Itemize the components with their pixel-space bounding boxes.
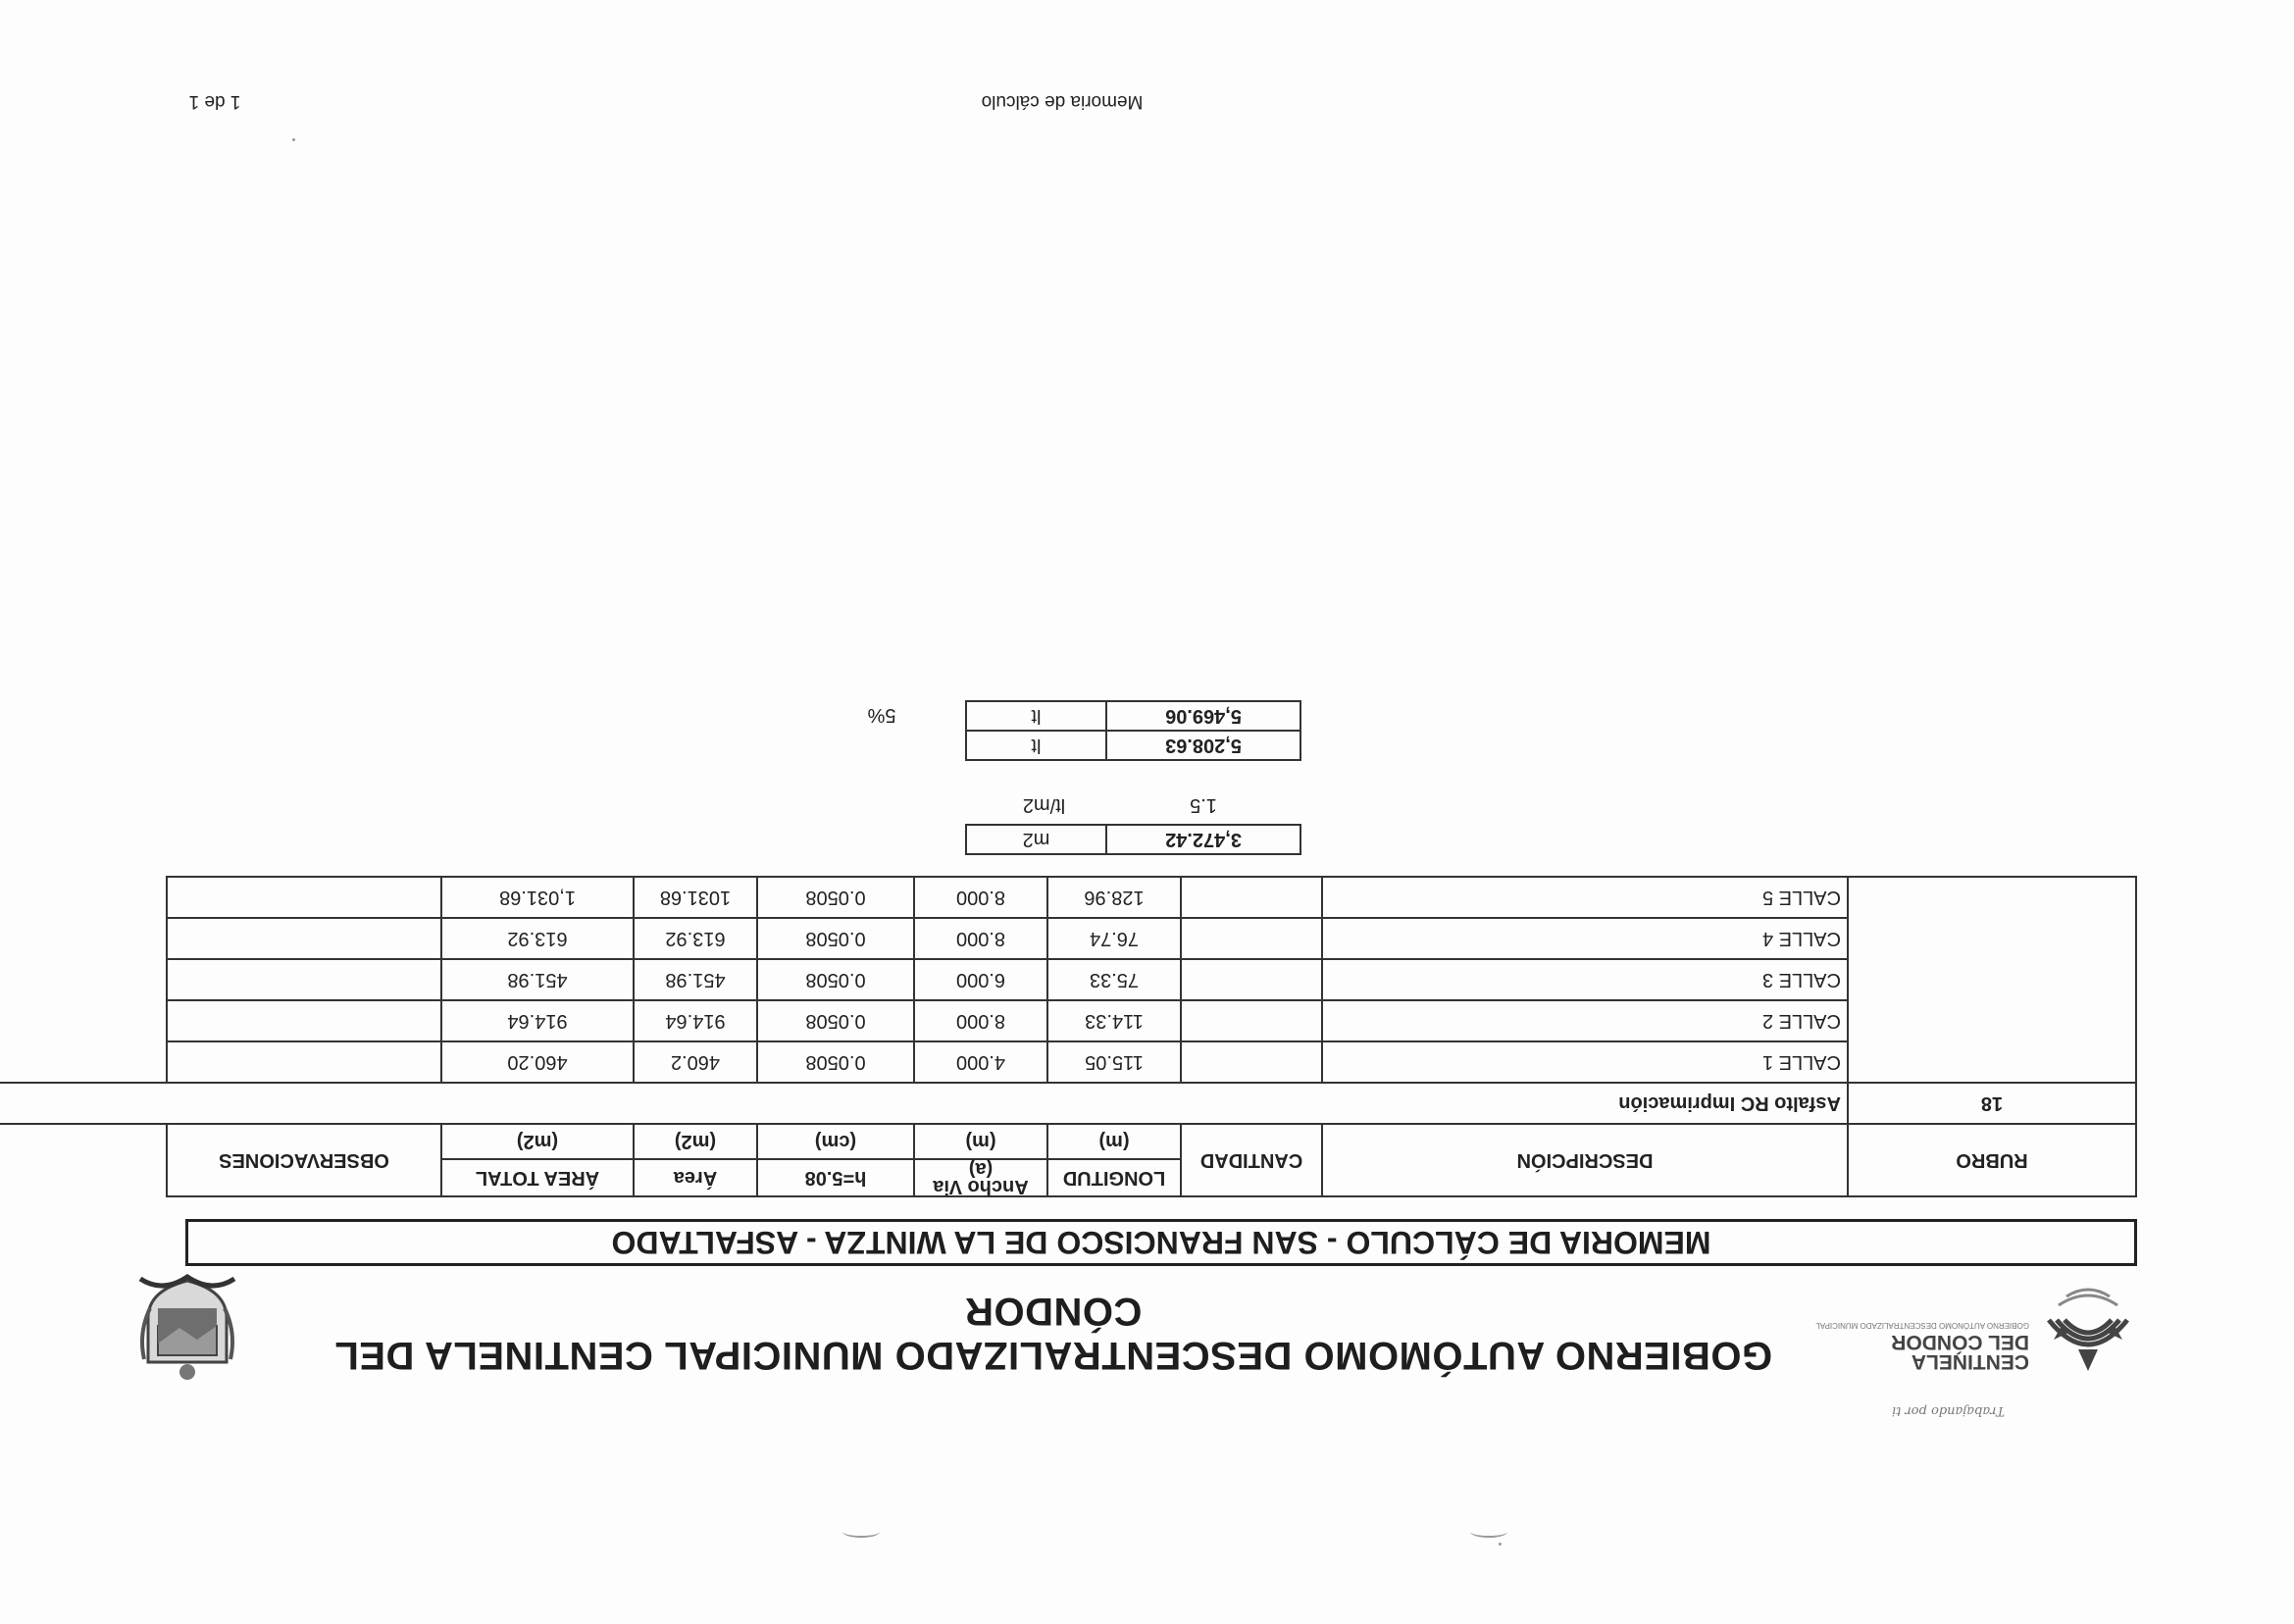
col-observaciones: OBSERVACIONES (167, 1124, 441, 1196)
row-description: CALLE 1 (1322, 1041, 1848, 1083)
table-row (0, 1000, 2136, 1041)
row-description: CALLE 5 (1322, 877, 1848, 918)
brand-line2: DEL CÓNDOR (1891, 1331, 2029, 1353)
unit-longitud: (m) (1047, 1124, 1181, 1159)
row-cantidad (1181, 918, 1322, 959)
row-description: CALLE 3 (1322, 959, 1848, 1000)
memo-title: MEMORIA DE CÁLCULO - SAN FRANCISCO DE LA WINTZA - ASFALTADO (611, 1225, 1711, 1260)
row-ancho: 8.000 (914, 1000, 1047, 1041)
footer-document-name: Memoria de cálculo (981, 91, 1144, 112)
scan-mark (842, 1526, 880, 1538)
rate-value: 1.5 (1190, 794, 1217, 816)
row-cantidad (1181, 959, 1322, 1000)
row-area: 613.92 (634, 918, 757, 959)
row-espesor: 0.0508 (757, 1041, 914, 1083)
col-rubro: RUBRO (1848, 1124, 2136, 1196)
brand-tagline: Trabajando por ti (1891, 1403, 2005, 1418)
row-rubro-cell (1848, 1000, 2136, 1041)
waste-label: 5% (867, 704, 896, 726)
row-ancho: 8.000 (914, 877, 1047, 918)
row-rubro-cell (1848, 877, 2136, 918)
scan-mark (1470, 1526, 1507, 1538)
table-row (0, 959, 2136, 1000)
row-area: 914.64 (634, 1000, 757, 1041)
institution-title: GOBIERNO AUTÓMOMO DESCENTRALIZADO MUNICIPAL CENTINELA DEL CÓNDOR (333, 1290, 1773, 1377)
table-row (0, 877, 2136, 918)
row-longitud: 76.74 (1047, 918, 1181, 959)
row-area-total: 460.20 (441, 1041, 634, 1083)
unit-ancho: (m) (914, 1124, 1047, 1159)
row-observaciones (167, 1041, 441, 1083)
rubro-description: Asfalto RC Imprimación (0, 1083, 1848, 1124)
row-rubro-cell (1848, 1041, 2136, 1083)
row-observaciones (167, 918, 441, 959)
row-rubro-cell (1848, 959, 2136, 1000)
col-longitud: LONGITUD (1047, 1159, 1181, 1196)
table-row (0, 1041, 2136, 1083)
rubro-number: 18 (1848, 1083, 2136, 1124)
scan-dot (292, 138, 295, 141)
row-description: CALLE 4 (1322, 918, 1848, 959)
table-body (0, 877, 2136, 1124)
row-cantidad (1181, 1041, 1322, 1083)
row-area: 1031.68 (634, 877, 757, 918)
brand-subtext: GOBIERNO AUTÓNOMO DESCENTRALIZADO MUNICIPAL (1815, 1321, 2029, 1330)
col-espesor: h=5.08 (757, 1159, 914, 1196)
liters-with-waste-value: 5,469.06 (1106, 701, 1300, 731)
footer-page-number: 1 de 1 (188, 91, 241, 112)
row-area-total: 914.64 (441, 1000, 634, 1041)
rate-unit: lt/m2 (1022, 794, 1066, 816)
row-espesor: 0.0508 (757, 1000, 914, 1041)
brand-block (1813, 1321, 2029, 1418)
unit-area-total: (m2) (441, 1124, 634, 1159)
total-area-box (965, 824, 1301, 855)
memo-title-box (185, 1219, 2137, 1266)
col-cantidad: CANTIDAD (1181, 1124, 1322, 1196)
total-area-unit: m2 (966, 825, 1106, 854)
row-area: 460.2 (634, 1041, 757, 1083)
row-observaciones (167, 1000, 441, 1041)
row-longitud: 115.05 (1047, 1041, 1181, 1083)
row-area: 451.98 (634, 959, 757, 1000)
total-area-value: 3,472.42 (1106, 825, 1300, 854)
rubro-row (0, 1083, 2136, 1124)
row-cantidad (1181, 1000, 1322, 1041)
row-rubro-cell (1848, 918, 2136, 959)
col-ancho-sub: (a) (968, 1158, 994, 1180)
row-area-total: 613.92 (441, 918, 634, 959)
unit-area: (m2) (634, 1124, 757, 1159)
row-ancho: 6.000 (914, 959, 1047, 1000)
row-area-total: 1,031.68 (441, 877, 634, 918)
col-descripcion: DESCRIPCIÓN (1322, 1124, 1848, 1196)
row-longitud: 114.33 (1047, 1000, 1181, 1041)
row-longitud: 128.96 (1047, 877, 1181, 918)
calculation-table (0, 876, 2137, 1197)
col-ancho-label: Ancho Via (933, 1176, 1029, 1197)
liters-value: 5,208.63 (1106, 731, 1300, 760)
row-espesor: 0.0508 (757, 959, 914, 1000)
liters-with-waste-unit: lt (966, 701, 1106, 731)
table-header-row (0, 1159, 2136, 1196)
row-observaciones (167, 959, 441, 1000)
municipal-seal-icon (138, 1271, 236, 1387)
col-ancho (914, 1159, 1047, 1196)
unit-espesor: (cm) (757, 1124, 914, 1159)
row-cantidad (1181, 877, 1322, 918)
liters-box (965, 700, 1301, 761)
centinela-condor-logo-icon (2039, 1281, 2137, 1379)
row-longitud: 75.33 (1047, 959, 1181, 1000)
table-row (0, 918, 2136, 959)
col-area: Área (634, 1159, 757, 1196)
row-area-total: 451.98 (441, 959, 634, 1000)
scan-dot (1499, 1543, 1502, 1546)
row-espesor: 0.0508 (757, 877, 914, 918)
row-description: CALLE 2 (1322, 1000, 1848, 1041)
row-observaciones (167, 877, 441, 918)
liters-unit: lt (966, 731, 1106, 760)
brand-line1: CENTINELA (1911, 1350, 2029, 1373)
row-ancho: 4.000 (914, 1041, 1047, 1083)
col-area-total: ÁREA TOTAL (441, 1159, 634, 1196)
row-espesor: 0.0508 (757, 918, 914, 959)
row-ancho: 8.000 (914, 918, 1047, 959)
